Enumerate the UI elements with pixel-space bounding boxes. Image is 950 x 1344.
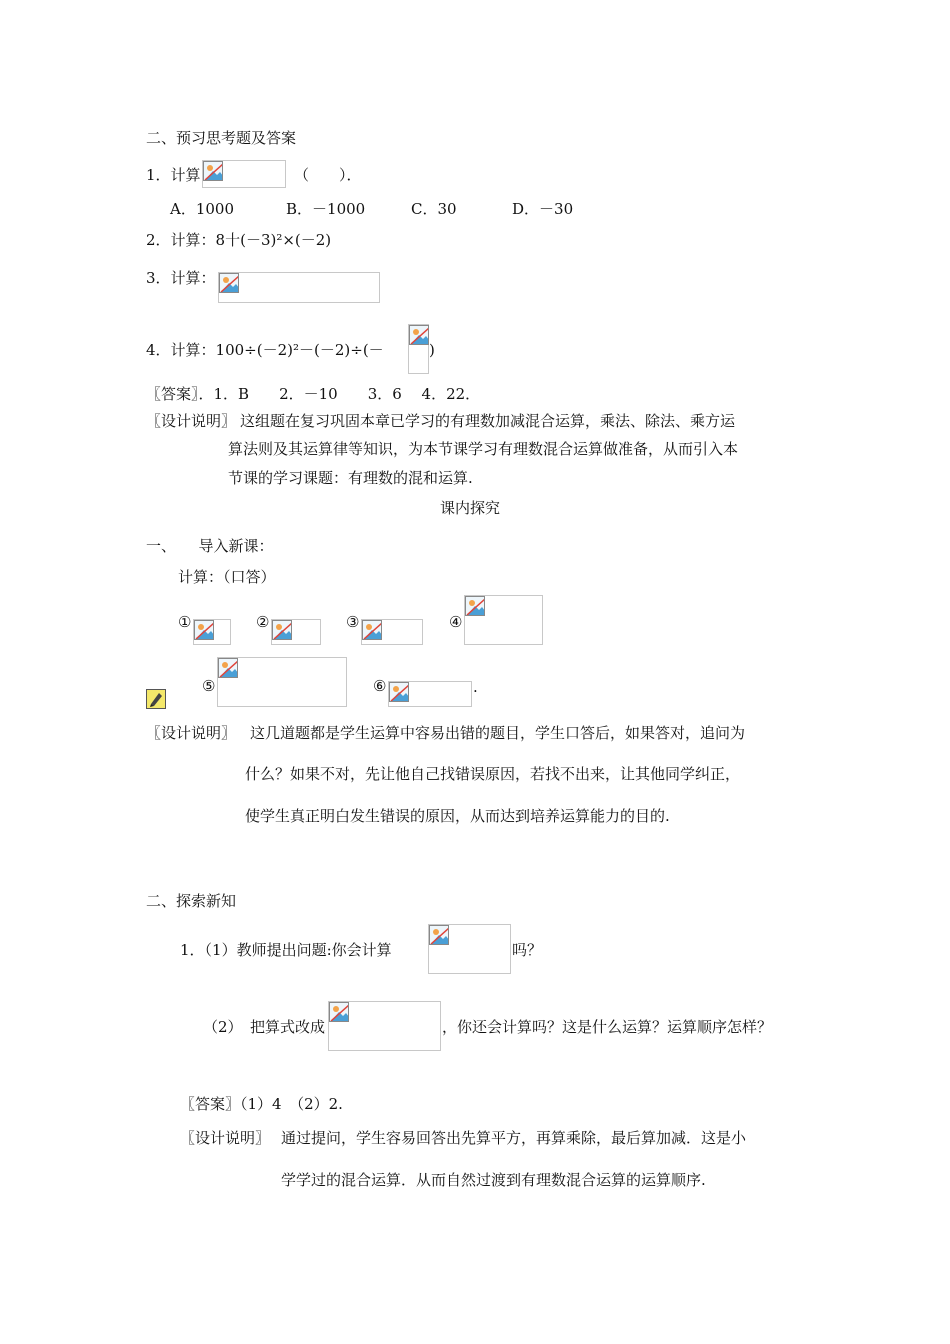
broken-image-icon <box>203 161 223 181</box>
item-2-marker: ② <box>256 613 270 631</box>
pencil-icon <box>146 689 166 709</box>
broken-image-icon <box>409 325 429 345</box>
explore-design-line: 什么？如果不对，先让他自己找错误原因，若找不出来，让其他同学纠正， <box>245 765 741 783</box>
formula-image-item-5 <box>217 657 347 707</box>
item-3-marker: ③ <box>346 613 360 631</box>
question-4-close: ) <box>429 341 435 359</box>
item-6-marker: ⑥ <box>373 677 387 695</box>
question-1-paren: （ ）． <box>294 166 362 184</box>
broken-image-icon <box>465 596 485 616</box>
formula-image-q4 <box>408 324 429 374</box>
preview-design-line: 算法则及其运算律等知识，为本节课学习有理数混合运算做准备，从而引入本 <box>228 440 739 458</box>
section-title: 课内探究 <box>440 499 501 517</box>
formula-image-new-q2 <box>328 1001 441 1051</box>
explore-design-line: 使学生真正明白发生错误的原因，从而达到培养运算能力的目的. <box>245 807 670 825</box>
broken-image-icon <box>329 1002 349 1022</box>
option-a: A．1000 <box>170 200 235 218</box>
formula-image-item-1 <box>193 619 231 645</box>
explore-design-label: 〖设计说明〗 <box>146 724 237 742</box>
broken-image-icon <box>219 273 239 293</box>
new-design-label: 〖设计说明〗 <box>180 1129 271 1147</box>
item-5-marker: ⑤ <box>202 677 216 695</box>
formula-image-item-6 <box>388 681 472 707</box>
option-d: D．－30 <box>512 200 574 218</box>
question-4-label: 4．计算：100÷(－2)²－(－2)÷(－ <box>146 341 384 359</box>
new-answer: 〖答案〗（1）4 （2）2. <box>180 1095 343 1113</box>
new-q1-part2-label: （2） 把算式改成 <box>203 1018 326 1036</box>
calc-label: 计算：（口答） <box>178 568 276 586</box>
new-q1-part2-suffix: ，你还会计算吗？这是什么运算？运算顺序怎样？ <box>442 1018 773 1036</box>
new-q1-part1-suffix: 吗？ <box>512 941 543 959</box>
section-1-heading: 一、 导入新课： <box>146 537 274 555</box>
formula-image-q1 <box>202 160 286 188</box>
preview-design-line: 节课的学习课题：有理数的混和运算. <box>228 469 473 487</box>
broken-image-icon <box>389 682 409 702</box>
preview-heading: 二、预习思考题及答案 <box>146 129 297 147</box>
preview-design-line: 这组题在复习巩固本章已学习的有理数加减混合运算，乘法、除法、乘方运 <box>240 412 736 430</box>
preview-answer: 〖答案〗．1．B 2．－10 3．6 4．22． <box>146 385 481 403</box>
explore-design-line: 这几道题都是学生运算中容易出错的题目，学生口答后，如果答对，追问为 <box>250 724 746 742</box>
question-2: 2．计算：8十(－3)²×(－2) <box>146 231 332 249</box>
broken-image-icon <box>194 620 214 640</box>
section-2-heading: 二、探索新知 <box>146 892 237 910</box>
formula-image-item-4 <box>464 595 543 645</box>
formula-image-item-3 <box>361 619 423 645</box>
item-4-marker: ④ <box>449 613 463 631</box>
new-design-line: 学学过的混合运算．从而自然过渡到有理数混合运算的运算顺序. <box>281 1171 706 1189</box>
item-1-marker: ① <box>178 613 192 631</box>
broken-image-icon <box>362 620 382 640</box>
question-1-label: 1．计算 <box>146 166 201 184</box>
broken-image-icon <box>218 658 238 678</box>
question-3-label: 3．计算： <box>146 269 216 287</box>
broken-image-icon <box>272 620 292 640</box>
broken-image-icon <box>429 925 449 945</box>
formula-image-item-2 <box>271 619 321 645</box>
formula-image-q3 <box>218 272 380 303</box>
preview-design-label: 〖设计说明〗 <box>146 412 237 430</box>
formula-image-new-q1 <box>428 924 511 974</box>
item-6-period: . <box>473 678 478 696</box>
new-q1-part1-label: 1．（1）教师提出问题:你会计算 <box>180 941 392 959</box>
option-b: B．－1000 <box>286 200 366 218</box>
new-design-line: 通过提问，学生容易回答出先算平方，再算乘除，最后算加减．这是小 <box>281 1129 747 1147</box>
option-c: C．30 <box>411 200 457 218</box>
